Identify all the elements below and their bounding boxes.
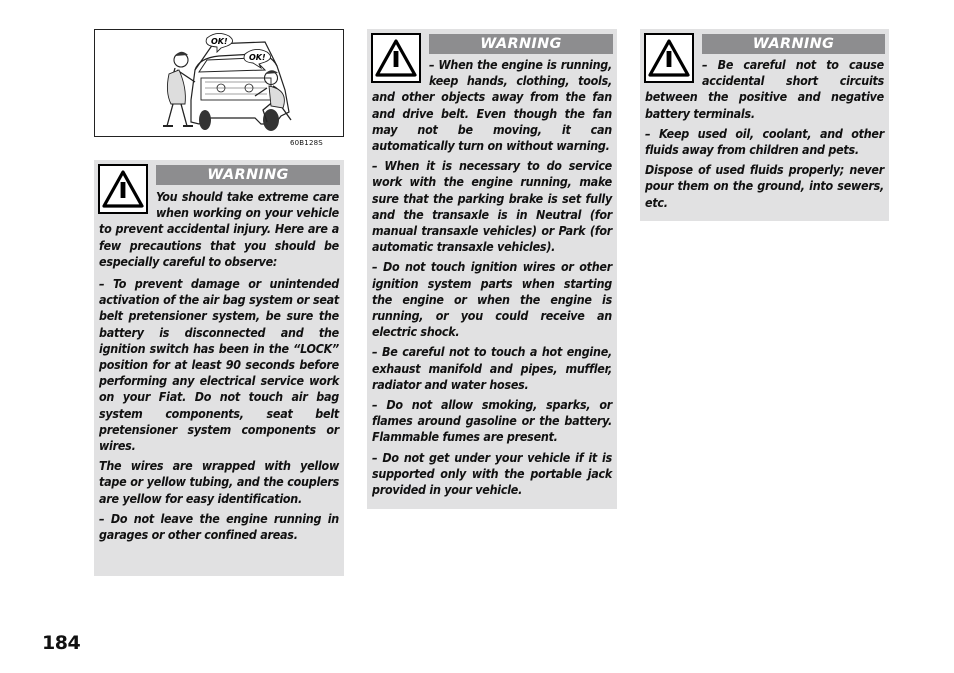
- paragraph-smoking: – Do not allow smoking, sparks, or flames around gasoline or the battery. Flammable fumes are present.: [372, 397, 612, 445]
- mechanics-illustration: [95, 30, 343, 136]
- paragraph-fan: – When the engine is running, keep hands, clothing, tools, and other objects away from the fan and drive belt. Even though the fan may not be moving, it can automatically turn on without warning.: [372, 57, 612, 154]
- warning-box-1: [94, 160, 344, 576]
- paragraph-short-circuit: – Be careful not to cause accidental short circuits between the positive and negative battery terminals.: [645, 57, 884, 121]
- exclamation-2: OK!: [249, 53, 266, 62]
- paragraph-garage: – Do not leave the engine running in garages or other confined areas.: [99, 510, 339, 543]
- paragraph-intro: You should take extreme care when working on your vehicle to prevent accidental injury. Here are a few precautions that you should be especially careful to observe:: [99, 189, 339, 269]
- paragraph-airbag: – To prevent damage or unintended activation of the air bag system or seat belt pretensioner system, be sure the battery is disconnected and the ignition switch has been in the “LOCK” position for at least 90 seconds before performing any electrical service work on your Fiat. Do not touch air bag system components, seat belt pretensioner system components or wires.: [99, 276, 339, 454]
- warning-title: WARNING: [702, 34, 885, 54]
- figure-code: 60B128S: [290, 139, 323, 147]
- warning-body: [645, 57, 884, 215]
- warning-body: [372, 57, 612, 502]
- paragraph-hot-engine: – Be careful not to touch a hot engine, exhaust manifold and pipes, muffler, radiator and water hoses.: [372, 344, 612, 392]
- page-number: 184: [42, 632, 81, 654]
- paragraph-fluids: – Keep used oil, coolant, and other fluids away from children and pets.: [645, 125, 884, 158]
- warning-body: [99, 189, 339, 547]
- warning-title: WARNING: [429, 34, 613, 54]
- paragraph-dispose: Dispose of used fluids properly; never pour them on the ground, into sewers, etc.: [645, 162, 884, 210]
- paragraph-jack: – Do not get under your vehicle if it is supported only with the portable jack provided in your vehicle.: [372, 449, 612, 498]
- exclamation-1: OK!: [211, 37, 228, 46]
- warning-title: WARNING: [156, 165, 340, 185]
- warning-box-3: [640, 29, 889, 221]
- warning-box-2: [367, 29, 617, 509]
- service-illustration: [94, 29, 344, 137]
- paragraph-parking-brake: – When it is necessary to do service work with the engine running, make sure that the parking brake is set fully and the transaxle is in Neutral (for manual transaxle vehicles) or Park (for automatic transaxle vehicles).: [372, 158, 612, 255]
- paragraph-wires: The wires are wrapped with yellow tape or yellow tubing, and the couplers are yellow for easy identification.: [99, 458, 339, 506]
- paragraph-ignition: – Do not touch ignition wires or other ignition system parts when starting the engine or when the engine is running, or you could receive an electric shock.: [372, 259, 612, 340]
